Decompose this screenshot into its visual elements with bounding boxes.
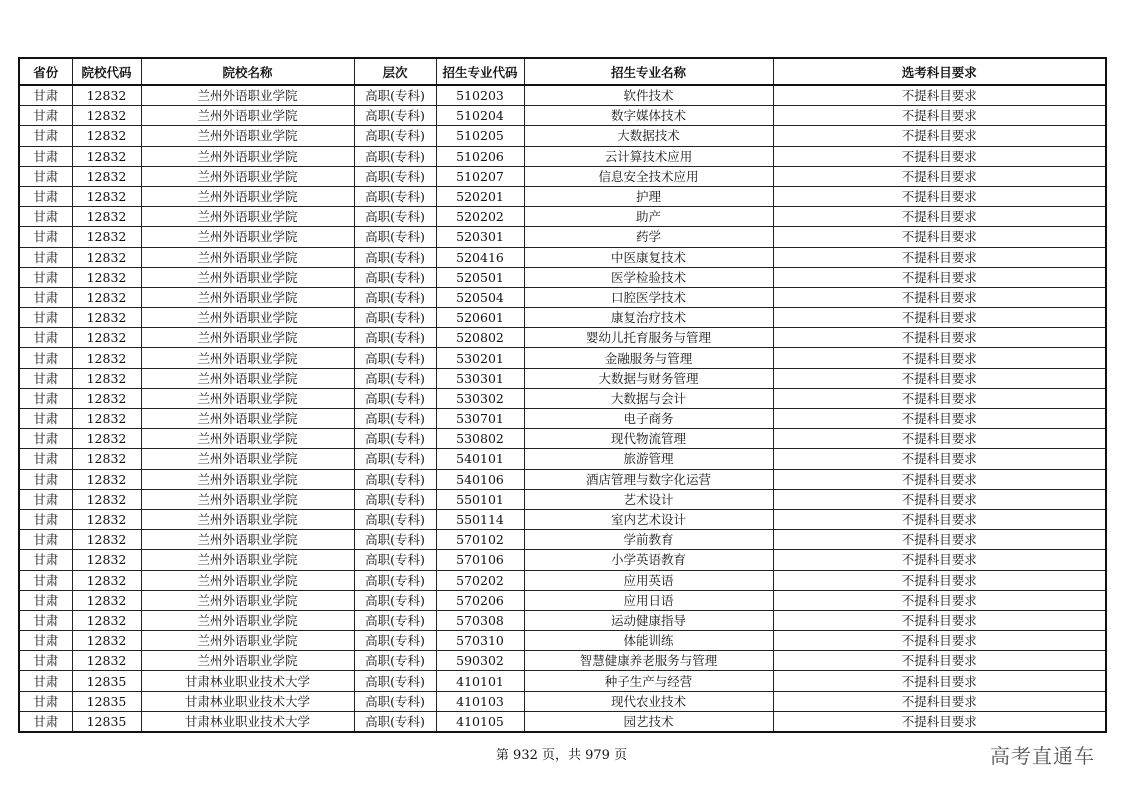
cell-major-code: 530301 (436, 368, 524, 388)
cell-school-name: 兰州外语职业学院 (141, 186, 354, 206)
cell-subject-requirement: 不提科目要求 (773, 651, 1106, 671)
cell-level: 高职(专科) (354, 247, 436, 267)
header-school-name: 院校名称 (141, 58, 354, 85)
cell-level: 高职(专科) (354, 348, 436, 368)
cell-province: 甘肃 (19, 308, 72, 328)
cell-major-code: 520601 (436, 308, 524, 328)
cell-major-code: 520301 (436, 227, 524, 247)
cell-major-code: 510205 (436, 126, 524, 146)
cell-subject-requirement: 不提科目要求 (773, 126, 1106, 146)
cell-level: 高职(专科) (354, 489, 436, 509)
table-row (19, 590, 1106, 610)
table-row (19, 267, 1106, 287)
cell-subject-requirement: 不提科目要求 (773, 590, 1106, 610)
cell-level: 高职(专科) (354, 267, 436, 287)
cell-province: 甘肃 (19, 449, 72, 469)
cell-major-code: 410105 (436, 711, 524, 732)
cell-school-name: 兰州外语职业学院 (141, 550, 354, 570)
page-number: 第 932 页，共 979 页 (495, 748, 628, 763)
cell-province: 甘肃 (19, 691, 72, 711)
cell-school-code: 12832 (72, 489, 141, 509)
cell-province: 甘肃 (19, 186, 72, 206)
table-row (19, 631, 1106, 651)
cell-level: 高职(专科) (354, 388, 436, 408)
cell-school-code: 12832 (72, 227, 141, 247)
cell-subject-requirement: 不提科目要求 (773, 227, 1106, 247)
cell-subject-requirement: 不提科目要求 (773, 146, 1106, 166)
cell-major-name: 小学英语教育 (524, 550, 773, 570)
cell-school-name: 甘肃林业职业技术大学 (141, 711, 354, 732)
cell-level: 高职(专科) (354, 530, 436, 550)
cell-major-code: 520802 (436, 328, 524, 348)
cell-major-code: 570206 (436, 590, 524, 610)
cell-subject-requirement: 不提科目要求 (773, 247, 1106, 267)
cell-major-name: 园艺技术 (524, 711, 773, 732)
table-row (19, 530, 1106, 550)
cell-major-code: 550114 (436, 509, 524, 529)
cell-school-code: 12835 (72, 671, 141, 691)
cell-subject-requirement: 不提科目要求 (773, 671, 1106, 691)
table-row (19, 146, 1106, 166)
cell-province: 甘肃 (19, 631, 72, 651)
cell-school-code: 12832 (72, 267, 141, 287)
table-row (19, 429, 1106, 449)
cell-province: 甘肃 (19, 126, 72, 146)
cell-level: 高职(专科) (354, 590, 436, 610)
cell-level: 高职(专科) (354, 651, 436, 671)
cell-province: 甘肃 (19, 590, 72, 610)
cell-school-name: 兰州外语职业学院 (141, 207, 354, 227)
cell-major-name: 现代物流管理 (524, 429, 773, 449)
cell-subject-requirement: 不提科目要求 (773, 530, 1106, 550)
cell-school-code: 12832 (72, 247, 141, 267)
cell-major-name: 口腔医学技术 (524, 287, 773, 307)
cell-subject-requirement: 不提科目要求 (773, 308, 1106, 328)
cell-province: 甘肃 (19, 85, 72, 106)
cell-subject-requirement: 不提科目要求 (773, 348, 1106, 368)
cell-school-name: 兰州外语职业学院 (141, 267, 354, 287)
cell-level: 高职(专科) (354, 328, 436, 348)
cell-level: 高职(专科) (354, 691, 436, 711)
cell-major-code: 570202 (436, 570, 524, 590)
cell-school-code: 12832 (72, 651, 141, 671)
cell-school-code: 12832 (72, 186, 141, 206)
table-row (19, 610, 1106, 630)
cell-school-code: 12832 (72, 106, 141, 126)
cell-province: 甘肃 (19, 489, 72, 509)
cell-school-name: 兰州外语职业学院 (141, 388, 354, 408)
cell-school-name: 兰州外语职业学院 (141, 530, 354, 550)
cell-major-name: 酒店管理与数字化运营 (524, 469, 773, 489)
cell-level: 高职(专科) (354, 409, 436, 429)
cell-province: 甘肃 (19, 348, 72, 368)
cell-school-name: 兰州外语职业学院 (141, 106, 354, 126)
cell-major-name: 助产 (524, 207, 773, 227)
cell-subject-requirement: 不提科目要求 (773, 368, 1106, 388)
cell-subject-requirement: 不提科目要求 (773, 85, 1106, 106)
cell-major-code: 570106 (436, 550, 524, 570)
cell-level: 高职(专科) (354, 610, 436, 630)
cell-province: 甘肃 (19, 388, 72, 408)
table-row (19, 85, 1106, 106)
cell-level: 高职(专科) (354, 166, 436, 186)
cell-level: 高职(专科) (354, 368, 436, 388)
table-row (19, 671, 1106, 691)
cell-province: 甘肃 (19, 106, 72, 126)
cell-level: 高职(专科) (354, 671, 436, 691)
cell-level: 高职(专科) (354, 227, 436, 247)
cell-school-code: 12832 (72, 348, 141, 368)
cell-level: 高职(专科) (354, 469, 436, 489)
cell-major-name: 现代农业技术 (524, 691, 773, 711)
cell-major-name: 大数据技术 (524, 126, 773, 146)
cell-level: 高职(专科) (354, 429, 436, 449)
cell-school-code: 12832 (72, 429, 141, 449)
cell-level: 高职(专科) (354, 85, 436, 106)
cell-major-name: 婴幼儿托育服务与管理 (524, 328, 773, 348)
cell-school-name: 兰州外语职业学院 (141, 368, 354, 388)
table-row (19, 368, 1106, 388)
cell-subject-requirement: 不提科目要求 (773, 409, 1106, 429)
table-row (19, 227, 1106, 247)
cell-school-name: 甘肃林业职业技术大学 (141, 691, 354, 711)
cell-province: 甘肃 (19, 227, 72, 247)
cell-school-name: 兰州外语职业学院 (141, 85, 354, 106)
table-row (19, 409, 1106, 429)
cell-major-name: 金融服务与管理 (524, 348, 773, 368)
header-subject-requirement: 选考科目要求 (773, 58, 1106, 85)
cell-major-code: 520416 (436, 247, 524, 267)
cell-major-name: 数字媒体技术 (524, 106, 773, 126)
cell-major-code: 410103 (436, 691, 524, 711)
cell-level: 高职(专科) (354, 308, 436, 328)
cell-subject-requirement: 不提科目要求 (773, 711, 1106, 732)
cell-major-name: 旅游管理 (524, 449, 773, 469)
cell-province: 甘肃 (19, 328, 72, 348)
cell-major-name: 电子商务 (524, 409, 773, 429)
cell-level: 高职(专科) (354, 186, 436, 206)
cell-level: 高职(专科) (354, 570, 436, 590)
table-row (19, 328, 1106, 348)
cell-school-code: 12832 (72, 509, 141, 529)
cell-school-name: 兰州外语职业学院 (141, 308, 354, 328)
cell-school-name: 甘肃林业职业技术大学 (141, 671, 354, 691)
cell-school-name: 兰州外语职业学院 (141, 328, 354, 348)
cell-school-code: 12832 (72, 368, 141, 388)
cell-major-name: 大数据与会计 (524, 388, 773, 408)
cell-school-name: 兰州外语职业学院 (141, 590, 354, 610)
header-major-name: 招生专业名称 (524, 58, 773, 85)
cell-province: 甘肃 (19, 550, 72, 570)
cell-subject-requirement: 不提科目要求 (773, 166, 1106, 186)
cell-major-name: 信息安全技术应用 (524, 166, 773, 186)
table-row (19, 570, 1106, 590)
cell-subject-requirement: 不提科目要求 (773, 691, 1106, 711)
table-row (19, 691, 1106, 711)
cell-province: 甘肃 (19, 570, 72, 590)
table-row (19, 711, 1106, 732)
cell-school-code: 12832 (72, 146, 141, 166)
cell-school-code: 12835 (72, 691, 141, 711)
table-row (19, 489, 1106, 509)
cell-school-name: 兰州外语职业学院 (141, 247, 354, 267)
cell-school-code: 12832 (72, 530, 141, 550)
watermark-logo: 高考直通车 (990, 744, 1095, 768)
cell-school-code: 12832 (72, 388, 141, 408)
header-major-code: 招生专业代码 (436, 58, 524, 85)
cell-major-name: 应用日语 (524, 590, 773, 610)
cell-subject-requirement: 不提科目要求 (773, 509, 1106, 529)
table-row (19, 651, 1106, 671)
cell-province: 甘肃 (19, 469, 72, 489)
cell-major-name: 智慧健康养老服务与管理 (524, 651, 773, 671)
cell-school-code: 12832 (72, 610, 141, 630)
cell-school-code: 12832 (72, 308, 141, 328)
cell-major-code: 570102 (436, 530, 524, 550)
cell-province: 甘肃 (19, 409, 72, 429)
table-row (19, 247, 1106, 267)
cell-major-code: 410101 (436, 671, 524, 691)
cell-major-code: 570310 (436, 631, 524, 651)
cell-subject-requirement: 不提科目要求 (773, 429, 1106, 449)
cell-major-code: 520501 (436, 267, 524, 287)
cell-province: 甘肃 (19, 651, 72, 671)
cell-major-name: 种子生产与经营 (524, 671, 773, 691)
cell-major-code: 590302 (436, 651, 524, 671)
cell-school-code: 12832 (72, 631, 141, 651)
cell-school-code: 12832 (72, 166, 141, 186)
table-row (19, 126, 1106, 146)
cell-school-name: 兰州外语职业学院 (141, 409, 354, 429)
cell-school-name: 兰州外语职业学院 (141, 429, 354, 449)
cell-school-code: 12832 (72, 207, 141, 227)
cell-major-code: 530802 (436, 429, 524, 449)
cell-major-code: 510203 (436, 85, 524, 106)
cell-level: 高职(专科) (354, 449, 436, 469)
cell-level: 高职(专科) (354, 126, 436, 146)
table-body (19, 85, 1106, 732)
cell-major-name: 室内艺术设计 (524, 509, 773, 529)
header-level: 层次 (354, 58, 436, 85)
cell-province: 甘肃 (19, 711, 72, 732)
cell-school-name: 兰州外语职业学院 (141, 348, 354, 368)
table-row (19, 388, 1106, 408)
cell-level: 高职(专科) (354, 106, 436, 126)
cell-province: 甘肃 (19, 267, 72, 287)
cell-province: 甘肃 (19, 207, 72, 227)
table-row (19, 348, 1106, 368)
cell-subject-requirement: 不提科目要求 (773, 550, 1106, 570)
table-row (19, 550, 1106, 570)
cell-province: 甘肃 (19, 146, 72, 166)
cell-province: 甘肃 (19, 610, 72, 630)
cell-level: 高职(专科) (354, 631, 436, 651)
cell-school-name: 兰州外语职业学院 (141, 287, 354, 307)
cell-school-name: 兰州外语职业学院 (141, 166, 354, 186)
cell-subject-requirement: 不提科目要求 (773, 388, 1106, 408)
cell-major-code: 520504 (436, 287, 524, 307)
table-row (19, 449, 1106, 469)
cell-school-code: 12832 (72, 550, 141, 570)
cell-subject-requirement: 不提科目要求 (773, 489, 1106, 509)
cell-major-name: 应用英语 (524, 570, 773, 590)
cell-subject-requirement: 不提科目要求 (773, 267, 1106, 287)
cell-province: 甘肃 (19, 247, 72, 267)
cell-major-code: 540106 (436, 469, 524, 489)
cell-major-name: 运动健康指导 (524, 610, 773, 630)
cell-school-code: 12832 (72, 126, 141, 146)
cell-school-name: 兰州外语职业学院 (141, 126, 354, 146)
cell-major-code: 510207 (436, 166, 524, 186)
cell-school-code: 12832 (72, 328, 141, 348)
header-school-code: 院校代码 (72, 58, 141, 85)
table-row (19, 207, 1106, 227)
table-row (19, 308, 1106, 328)
cell-major-name: 护理 (524, 186, 773, 206)
cell-major-code: 570308 (436, 610, 524, 630)
cell-school-name: 兰州外语职业学院 (141, 469, 354, 489)
cell-school-name: 兰州外语职业学院 (141, 146, 354, 166)
cell-subject-requirement: 不提科目要求 (773, 328, 1106, 348)
cell-subject-requirement: 不提科目要求 (773, 106, 1106, 126)
cell-school-code: 12832 (72, 85, 141, 106)
cell-school-name: 兰州外语职业学院 (141, 610, 354, 630)
header-province: 省份 (19, 58, 72, 85)
cell-school-name: 兰州外语职业学院 (141, 631, 354, 651)
cell-school-code: 12832 (72, 590, 141, 610)
cell-province: 甘肃 (19, 671, 72, 691)
table-row (19, 166, 1106, 186)
cell-major-name: 大数据与财务管理 (524, 368, 773, 388)
cell-major-code: 520202 (436, 207, 524, 227)
cell-school-name: 兰州外语职业学院 (141, 509, 354, 529)
cell-subject-requirement: 不提科目要求 (773, 287, 1106, 307)
cell-subject-requirement: 不提科目要求 (773, 631, 1106, 651)
cell-major-code: 530302 (436, 388, 524, 408)
cell-major-code: 530701 (436, 409, 524, 429)
admissions-table (18, 57, 1107, 733)
cell-school-name: 兰州外语职业学院 (141, 570, 354, 590)
cell-school-name: 兰州外语职业学院 (141, 449, 354, 469)
cell-subject-requirement: 不提科目要求 (773, 469, 1106, 489)
cell-school-name: 兰州外语职业学院 (141, 489, 354, 509)
cell-province: 甘肃 (19, 429, 72, 449)
cell-major-code: 540101 (436, 449, 524, 469)
cell-province: 甘肃 (19, 509, 72, 529)
cell-level: 高职(专科) (354, 711, 436, 732)
cell-major-name: 学前教育 (524, 530, 773, 550)
cell-major-name: 康复治疗技术 (524, 308, 773, 328)
cell-school-code: 12832 (72, 570, 141, 590)
cell-province: 甘肃 (19, 368, 72, 388)
cell-level: 高职(专科) (354, 207, 436, 227)
cell-subject-requirement: 不提科目要求 (773, 610, 1106, 630)
cell-major-name: 艺术设计 (524, 489, 773, 509)
cell-major-name: 体能训练 (524, 631, 773, 651)
cell-school-code: 12832 (72, 409, 141, 429)
cell-province: 甘肃 (19, 166, 72, 186)
table-row (19, 509, 1106, 529)
cell-subject-requirement: 不提科目要求 (773, 186, 1106, 206)
table-header-row (19, 58, 1106, 85)
cell-major-code: 520201 (436, 186, 524, 206)
cell-major-name: 软件技术 (524, 85, 773, 106)
cell-major-code: 510204 (436, 106, 524, 126)
cell-school-code: 12832 (72, 449, 141, 469)
cell-major-code: 550101 (436, 489, 524, 509)
cell-subject-requirement: 不提科目要求 (773, 449, 1106, 469)
cell-major-code: 530201 (436, 348, 524, 368)
cell-major-code: 510206 (436, 146, 524, 166)
cell-subject-requirement: 不提科目要求 (773, 570, 1106, 590)
cell-province: 甘肃 (19, 287, 72, 307)
cell-level: 高职(专科) (354, 146, 436, 166)
table-row (19, 287, 1106, 307)
cell-level: 高职(专科) (354, 509, 436, 529)
cell-level: 高职(专科) (354, 550, 436, 570)
cell-major-name: 云计算技术应用 (524, 146, 773, 166)
cell-major-name: 药学 (524, 227, 773, 247)
cell-school-code: 12835 (72, 711, 141, 732)
cell-school-name: 兰州外语职业学院 (141, 227, 354, 247)
cell-school-code: 12832 (72, 469, 141, 489)
cell-level: 高职(专科) (354, 287, 436, 307)
cell-subject-requirement: 不提科目要求 (773, 207, 1106, 227)
cell-major-name: 医学检验技术 (524, 267, 773, 287)
table-row (19, 106, 1106, 126)
cell-major-name: 中医康复技术 (524, 247, 773, 267)
cell-school-code: 12832 (72, 287, 141, 307)
cell-province: 甘肃 (19, 530, 72, 550)
table-row (19, 186, 1106, 206)
table-row (19, 469, 1106, 489)
cell-school-name: 兰州外语职业学院 (141, 651, 354, 671)
